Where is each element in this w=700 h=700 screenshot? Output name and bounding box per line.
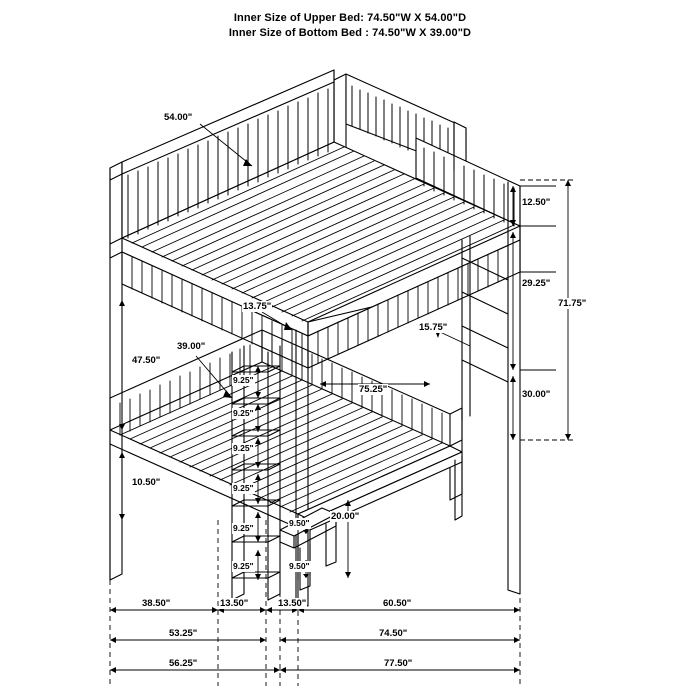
dim-base-38: 38.50" bbox=[142, 598, 171, 609]
dim-right-29: 29.25" bbox=[522, 278, 551, 289]
header-line-upper-bed: Inner Size of Upper Bed: 74.50"W X 54.00"D bbox=[233, 12, 467, 24]
dim-ladder-step-1: 9.25" bbox=[233, 375, 254, 385]
dim-base-13-50-a: 13.50" bbox=[220, 598, 249, 609]
dim-base-53: 53.25" bbox=[169, 628, 198, 639]
dim-base-77: 77.50" bbox=[384, 658, 413, 669]
dim-overall-height: 71.75" bbox=[558, 298, 587, 309]
dim-ladder-step-5: 9.25" bbox=[233, 523, 254, 533]
dim-base-74: 74.50" bbox=[379, 628, 408, 639]
header-line-bottom-bed: Inner Size of Bottom Bed : 74.50"W X 39.00"D bbox=[228, 27, 472, 39]
dim-right-30: 30.00" bbox=[522, 389, 551, 400]
dim-ladder-step-2: 9.25" bbox=[233, 408, 254, 418]
dim-ladder-step-3: 9.25" bbox=[233, 443, 254, 453]
dim-step-height-20: 20.00" bbox=[331, 511, 360, 522]
dim-bed-length-75: 75.25" bbox=[359, 384, 388, 395]
dim-top-right-12: 12.50" bbox=[522, 197, 551, 208]
dim-step-9-50-a: 9.50" bbox=[289, 518, 310, 528]
dim-step-9-50-b: 9.50" bbox=[289, 561, 310, 571]
dim-mid-15: 15.75" bbox=[419, 322, 448, 333]
dim-left-47: 47.50" bbox=[132, 355, 161, 366]
dim-lower-depth-39: 39.00" bbox=[177, 341, 206, 352]
dim-base-56: 56.25" bbox=[169, 658, 198, 669]
dim-ladder-step-6: 9.25" bbox=[233, 561, 254, 571]
dim-upper-rail-13: 13.75" bbox=[243, 301, 272, 312]
dim-upper-depth: 54.00" bbox=[164, 112, 193, 123]
dim-ladder-step-4: 9.25" bbox=[233, 483, 254, 493]
dim-left-bottom-10: 10.50" bbox=[132, 477, 161, 488]
dim-base-13-50-b: 13.50" bbox=[278, 598, 307, 609]
dim-base-60: 60.50" bbox=[383, 598, 412, 609]
